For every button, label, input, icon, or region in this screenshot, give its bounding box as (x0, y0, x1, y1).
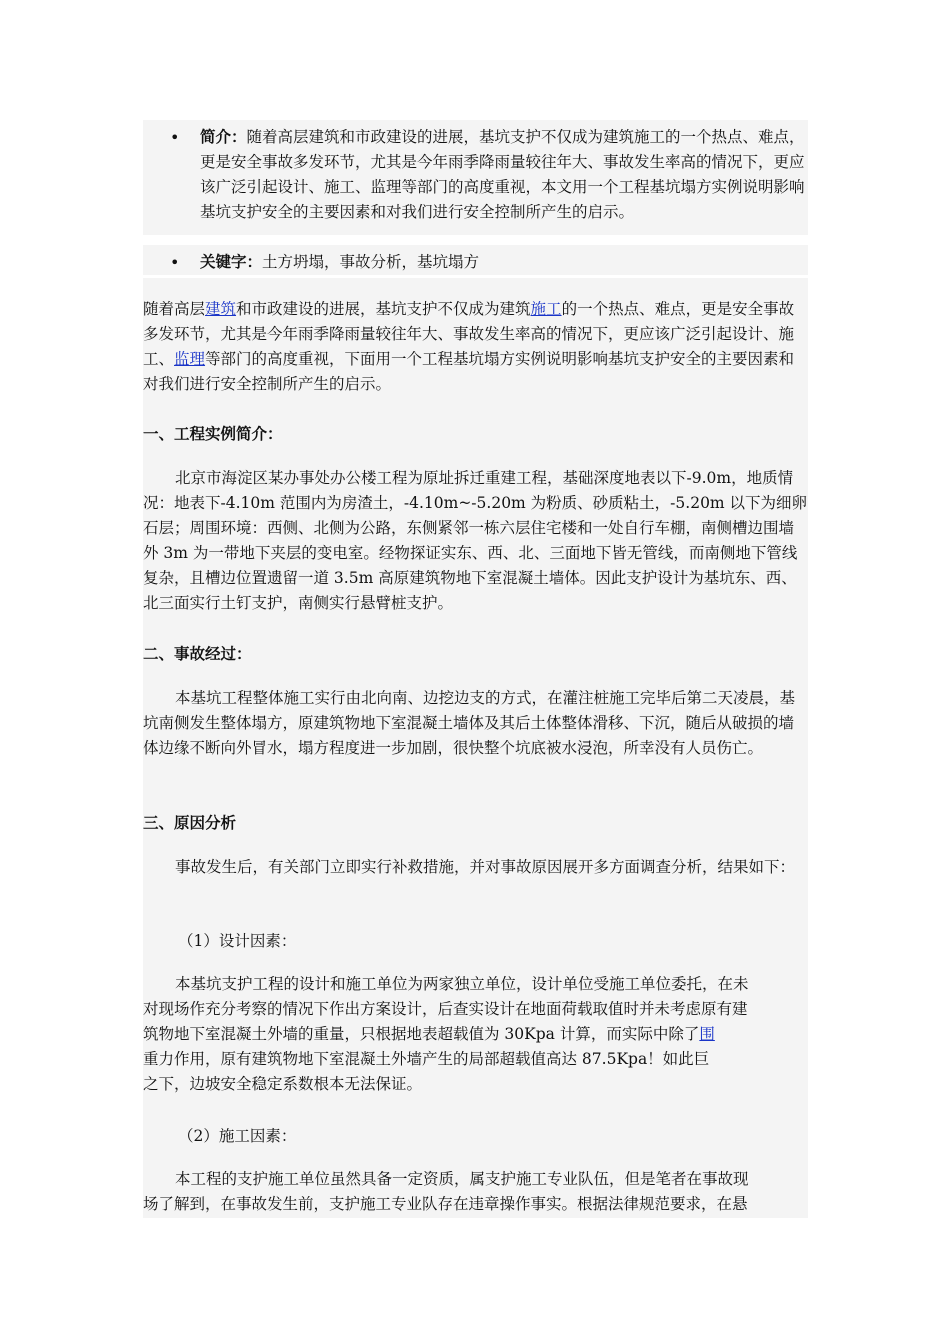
construction-factor-text-2: 场了解到，在事故发生前，支护施工专业队存在违章操作事实。根据法律规范要求，在悬 (143, 1195, 748, 1213)
design-factor-line-4 (143, 1047, 735, 1072)
intro-paragraph (143, 297, 803, 397)
keywords-paragraph (200, 249, 815, 275)
design-factor-heading: （1）设计因素： (178, 932, 297, 950)
section3-text: 事故发生后，有关部门立即实行补救措施，并对事故原因展开多方面调查分析，结果如下： (175, 858, 796, 876)
link-jianzhu[interactable]: 建筑 (205, 300, 237, 318)
summary-text: 随着高层建筑和市政建设的进展，基坑支护不仅成为建筑施工的一个热点、难点，更是安全事故多发环节，尤其是今年雨季降雨量较往年大、事故发生率高的情况下，更应该广泛引起设计、施工、监理等部门的高度重视，本文用一个工程基坑塌方实例说明影响基坑支护安全的主要因素和对我们进行安全控制所产生的启示。 (200, 128, 805, 221)
link-shigong[interactable]: 施工 (530, 300, 562, 318)
design-factor-text-3: 筑物地下室混凝土外墙的重量，只根据地表超载值为 30Kpa 计算，而实际中除了 (143, 1025, 700, 1043)
design-factor-text-4: 重力作用，原有建筑物地下室混凝土外墙产生的局部超载值高达 87.5Kpa！如此 (143, 1050, 694, 1068)
construction-factor-heading: （2）施工因素： (178, 1127, 297, 1145)
design-factor-line-1 (175, 972, 815, 997)
keywords-label: 关键字： (200, 252, 263, 271)
construction-factor-line-1 (175, 1167, 815, 1192)
summary-label: 简介： (200, 127, 247, 146)
section2-heading: 二、事故经过： (143, 644, 252, 663)
design-factor-text-5: 之下，边坡安全稳定系数根本无法保证。 (143, 1075, 423, 1093)
design-factor-line-2 (143, 997, 813, 1022)
link-cut-off[interactable]: 围 (699, 1025, 715, 1043)
summary-bullet: • (170, 128, 180, 147)
section1-body (143, 466, 808, 616)
intro-text-3: 的一个热点、难点，更是安全事故多发环节，尤其是今年雨季降雨量较往年大、事故发生率高的情况下，更应该广泛引起设计、施工、 (143, 300, 795, 368)
construction-factor-line-2 (143, 1192, 813, 1217)
design-factor-line-3 (143, 1022, 743, 1047)
design-factor-text-1: 本基坑支护工程的设计和施工单位为两家独立单位，设计单位受施工单位委托，在未 (175, 975, 749, 993)
summary-paragraph (200, 124, 815, 225)
design-factor-line-5 (143, 1072, 743, 1097)
link-jianli[interactable]: 监理 (174, 350, 206, 368)
keywords-bullet: • (170, 253, 180, 272)
section2-text: 本基坑工程整体施工实行由北向南、边挖边支的方式，在灌注桩施工完毕后第二天凌晨，基坑南侧发生整体塌方，原建筑物地下室混凝土墙体及其后土体整体滑移、下沉，随后从破损的墙体边缘不断向外冒水，塌方程度进一步加剧，很快整个坑底被水浸泡，所幸没有人员伤亡。 (143, 689, 796, 757)
section1-text: 北京市海淀区某办事处办公楼工程为原址拆迁重建工程，基础深度地表以下-9.0m，地质情况：地表下-4.10m 范围内为房渣土，-4.10m~-5.20m 为粉质、砂质粘土，-5.20m 以下为细卵石层；周围环境：西侧、北侧为公路，东侧紧邻一栋六层住宅楼和一处自行车棚，南侧槽边围墙外 3m 为一带地下夹层的变电室。经物探证实东、西、北、三面地下皆无管线，而南侧地下管线复杂，且槽边位置遗留一道 3.5m 高原建筑物地下室混凝土墙体。因此支护设计为基坑东、西、北三面实行土钉支护，南侧实行悬臂桩支护。 (143, 469, 808, 612)
design-factor-text-4-tail: 巨 (693, 1050, 710, 1068)
design-factor-text-2: 对现场作充分考察的情况下作出方案设计，后查实设计在地面荷载取值时并未考虑原有建 (143, 1000, 748, 1018)
section3-body (143, 855, 803, 880)
intro-text-1: 随着高层 (143, 300, 206, 318)
keywords-text: 土方坍塌，事故分析，基坑塌方 (262, 253, 480, 271)
section1-heading: 一、工程实例简介： (143, 424, 283, 443)
construction-factor-text-1: 本工程的支护施工单位虽然具备一定资质，属支护施工专业队伍，但是笔者在事故现 (175, 1170, 749, 1188)
section3-heading: 三、原因分析 (143, 813, 237, 832)
intro-text-2: 和市政建设的进展，基坑支护不仅成为建筑 (236, 300, 531, 318)
intro-text-4: 等部门的高度重视，下面用一个工程基坑塌方实例说明影响基坑支护安全的主要因素和对我们进行安全控制所产生的启示。 (143, 350, 795, 393)
section2-body (143, 686, 803, 761)
